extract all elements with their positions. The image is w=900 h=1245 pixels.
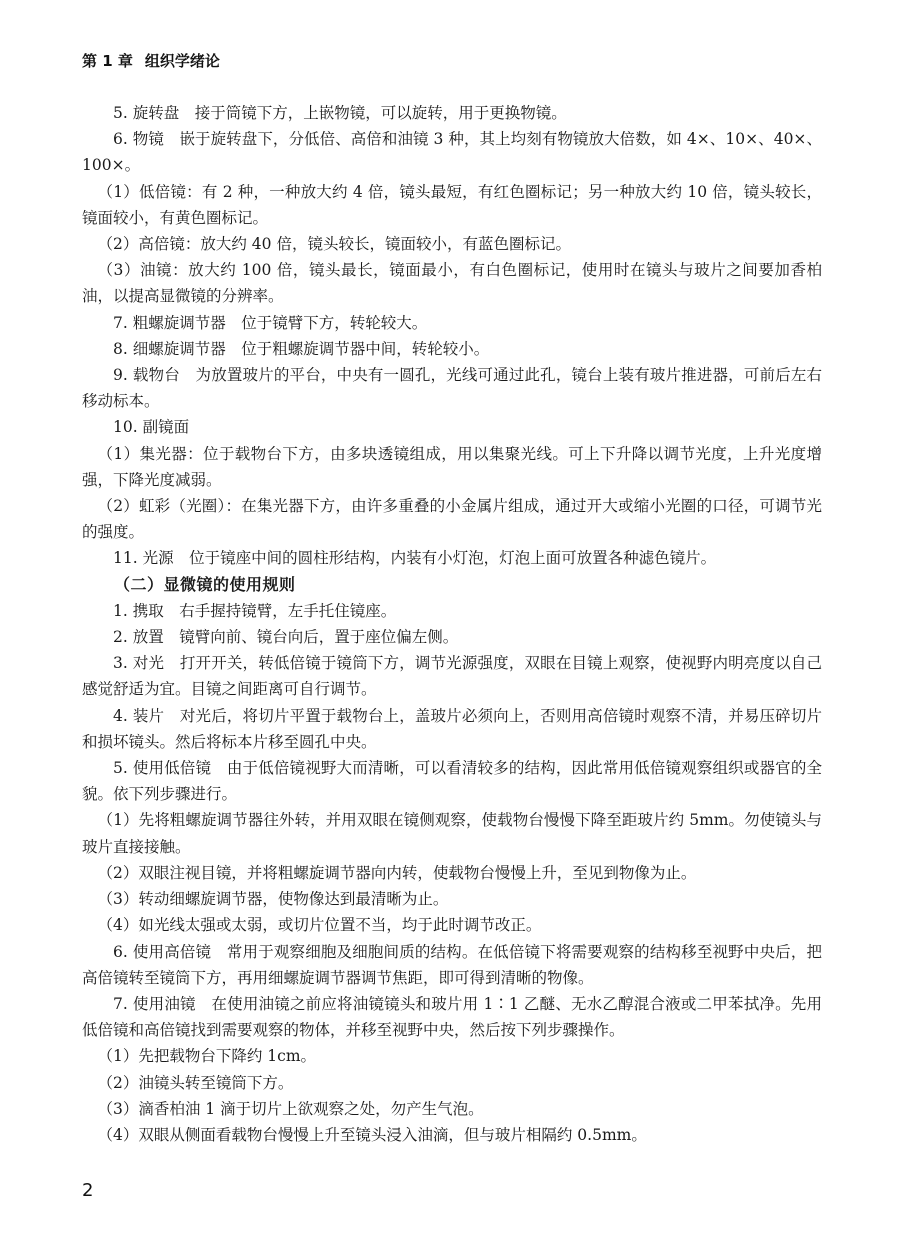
paragraph: 5. 使用低倍镜 由于低倍镜视野大而清晰，可以看清较多的结构，因此常用低倍镜观察组织或器官的全貌。依下列步骤进行。 [82,759,822,804]
paragraph: （3）滴香柏油 1 滴于切片上欲观察之处，勿产生气泡。 [97,1099,484,1118]
paragraph: 7. 使用油镜 在使用油镜之前应将油镜镜头和玻片用 1∶1 乙醚、无水乙醇混合液或二甲苯拭净。先用低倍镜和高倍镜找到需要观察的物体，并移至视野中央，然后按下列步骤操作。 [82,994,822,1040]
paragraph: （1）先将粗螺旋调节器往外转，并用双眼在镜侧观察，使载物台慢慢下降至距玻片约 5mm。勿使镜头与玻片直接接触。 [82,811,822,856]
paragraph: 4. 装片 对光后，将切片平置于载物台上，盖玻片必须向上，否则用高倍镜时观察不清，并易压碎切片和损坏镜头。然后将标本片移至圆孔中央。 [82,706,822,751]
paragraph: （2）高倍镜：放大约 40 倍，镜头较长，镜面较小，有蓝色圈标记。 [97,235,571,254]
paragraph: （3）油镜：放大约 100 倍，镜头最长，镜面最小，有白色圈标记，使用时在镜头与玻片之间要加香柏油，以提高显微镜的分辨率。 [82,261,822,306]
paragraph: 9. 载物台 为放置玻片的平台，中央有一圆孔，光线可通过此孔，镜台上装有玻片推进器，可前后左右移动标本。 [82,366,822,411]
paragraph: 6. 使用高倍镜 常用于观察细胞及细胞间质的结构。在低倍镜下将需要观察的结构移至视野中央后，把高倍镜转至镜筒下方，再用细螺旋调节器调节焦距，即可得到清晰的物像。 [82,942,822,987]
paragraph: （2）双眼注视目镜，并将粗螺旋调节器向内转，使载物台慢慢上升，至见到物像为止。 [97,863,697,882]
paragraph: （4）如光线太强或太弱，或切片位置不当，均于此时调节改正。 [97,916,542,935]
paragraph: （2）油镜头转至镜筒下方。 [97,1073,294,1092]
running-header [82,50,822,71]
paragraph: （2）虹彩（光圈）：在集光器下方，由许多重叠的小金属片组成，通过开大或缩小光圈的口径，可调节光的强度。 [82,497,822,542]
page-body [82,100,822,1148]
paragraph: 7. 粗螺旋调节器 位于镜臂下方，转轮较大。 [113,313,428,332]
section-heading: （二）显微镜的使用规则 [114,574,296,594]
chapter-title: 组织学绪论 [144,52,220,70]
chapter-number: 第 1 章 [82,52,133,70]
paragraph: （3）转动细螺旋调节器，使物像达到最清晰为止。 [97,890,449,909]
paragraph: 11. 光源 位于镜座中间的圆柱形结构，内装有小灯泡，灯泡上面可放置各种滤色镜片。 [113,549,717,568]
paragraph: 5. 旋转盘 接于筒镜下方，上嵌物镜，可以旋转，用于更换物镜。 [113,104,567,122]
paragraph: （4）双眼从侧面看载物台慢慢上升至镜头浸入油滴，但与玻片相隔约 0.5mm。 [97,1125,647,1144]
paragraph: 1. 携取 右手握持镜臂，左手托住镜座。 [113,601,397,620]
paragraph: 3. 对光 打开开关，转低倍镜于镜筒下方，调节光源强度，双眼在目镜上观察，使视野内明亮度以自己感觉舒适为宜。目镜之间距离可自行调节。 [82,654,822,699]
paragraph: 8. 细螺旋调节器 位于粗螺旋调节器中间，转轮较小。 [113,339,490,358]
paragraph: （1）集光器：位于载物台下方，由多块透镜组成，用以集聚光线。可上下升降以调节光度，上升光度增强，下降光度减弱。 [82,444,822,489]
paragraph: 10. 副镜面 [113,418,190,437]
paragraph: （1）先把载物台下降约 1cm。 [97,1047,317,1066]
paragraph: 6. 物镜 嵌于旋转盘下，分低倍、高倍和油镜 3 种，其上均刻有物镜放大倍数，如 4×、10×、40×、100×。 [82,130,822,175]
paragraph: （1）低倍镜：有 2 种，一种放大约 4 倍，镜头最短，有红色圈标记；另一种放大约 10 倍，镜头较长，镜面较小，有黄色圈标记。 [82,182,822,227]
paragraph: 2. 放置 镜臂向前、镜台向后，置于座位偏左侧。 [113,628,459,647]
page-number: 2 [82,1180,94,1201]
